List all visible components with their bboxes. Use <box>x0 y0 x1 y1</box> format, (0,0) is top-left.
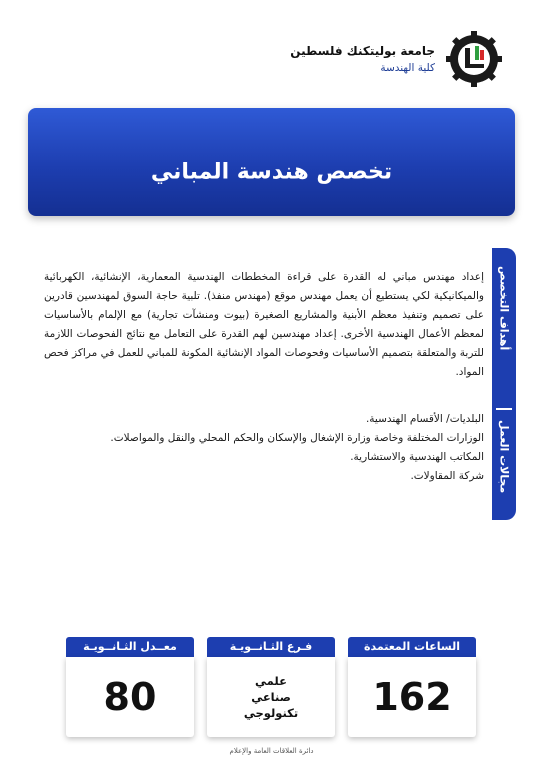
average-card <box>66 637 194 733</box>
branch-value: علمي <box>255 674 287 688</box>
credit-hours-card <box>348 637 476 733</box>
side-tab <box>492 248 516 520</box>
fields-label: مجالات العمل <box>497 420 511 494</box>
goals-paragraph: إعداد مهندس مباني له القدرة على قراءة المخططات الهندسية المعمارية، الإنشائية، الكهربائية والميكانيكية لكي يستطيع أن يعمل مهندس موقع (مهندس منفذ). تلبية حاجة السوق لمهندسين قادرين على تصميم وتنفيذ معظم الأبنية والمشاريع الصغيرة (بيوت ومنشآت تجارية) مع الإلمام بالأساسيات لمعظم الأعمال الهندسية الأخرى. إعداد مهندسين لهم القدرة على التعامل مع نتائج الفحوصات اللازمة للتربة والمتعلقة بتصميم الأساسيات وفحوصات المواد الإنشائية المكونة للمباني للعمل في مراكز فحص المواد. <box>44 271 484 378</box>
header <box>33 30 503 92</box>
list-item: البلديات/ الأقسام الهندسية. <box>365 413 484 425</box>
footer-text: دائرة العلاقات العامة والإعلام <box>229 747 314 755</box>
university-logo-icon <box>445 30 503 88</box>
title-banner <box>28 108 515 216</box>
branch-value: تكنولوجي <box>243 706 299 720</box>
credit-hours-label: الساعات المعتمدة <box>348 637 476 657</box>
side-tab-divider <box>496 408 512 410</box>
average-label: معــدل الثـانــويـة <box>66 637 194 657</box>
branch-values <box>244 673 298 721</box>
list-item: المكاتب الهندسية والاستشارية. <box>350 451 484 463</box>
fields-list <box>44 410 484 486</box>
list-item: شركة المقاولات. <box>410 470 484 482</box>
goals-label: أهداف التخصص <box>497 266 511 351</box>
branch-value: صناعي <box>251 690 291 704</box>
branch-label: فـرع الثـانــويـة <box>207 637 335 657</box>
university-name: جامعة بوليتكنك فلسطين <box>290 44 435 58</box>
page-title: تخصص هندسة المباني <box>150 159 393 185</box>
branch-card <box>207 637 335 733</box>
faculty-name: كلية الهندسة <box>380 62 435 74</box>
list-item: الوزارات المختلفة وخاصة وزارة الإشغال والإسكان والحكم المحلي والنقل والمواصلات. <box>110 432 484 444</box>
average-value: 80 <box>103 675 157 719</box>
credit-hours-value: 162 <box>372 675 452 719</box>
